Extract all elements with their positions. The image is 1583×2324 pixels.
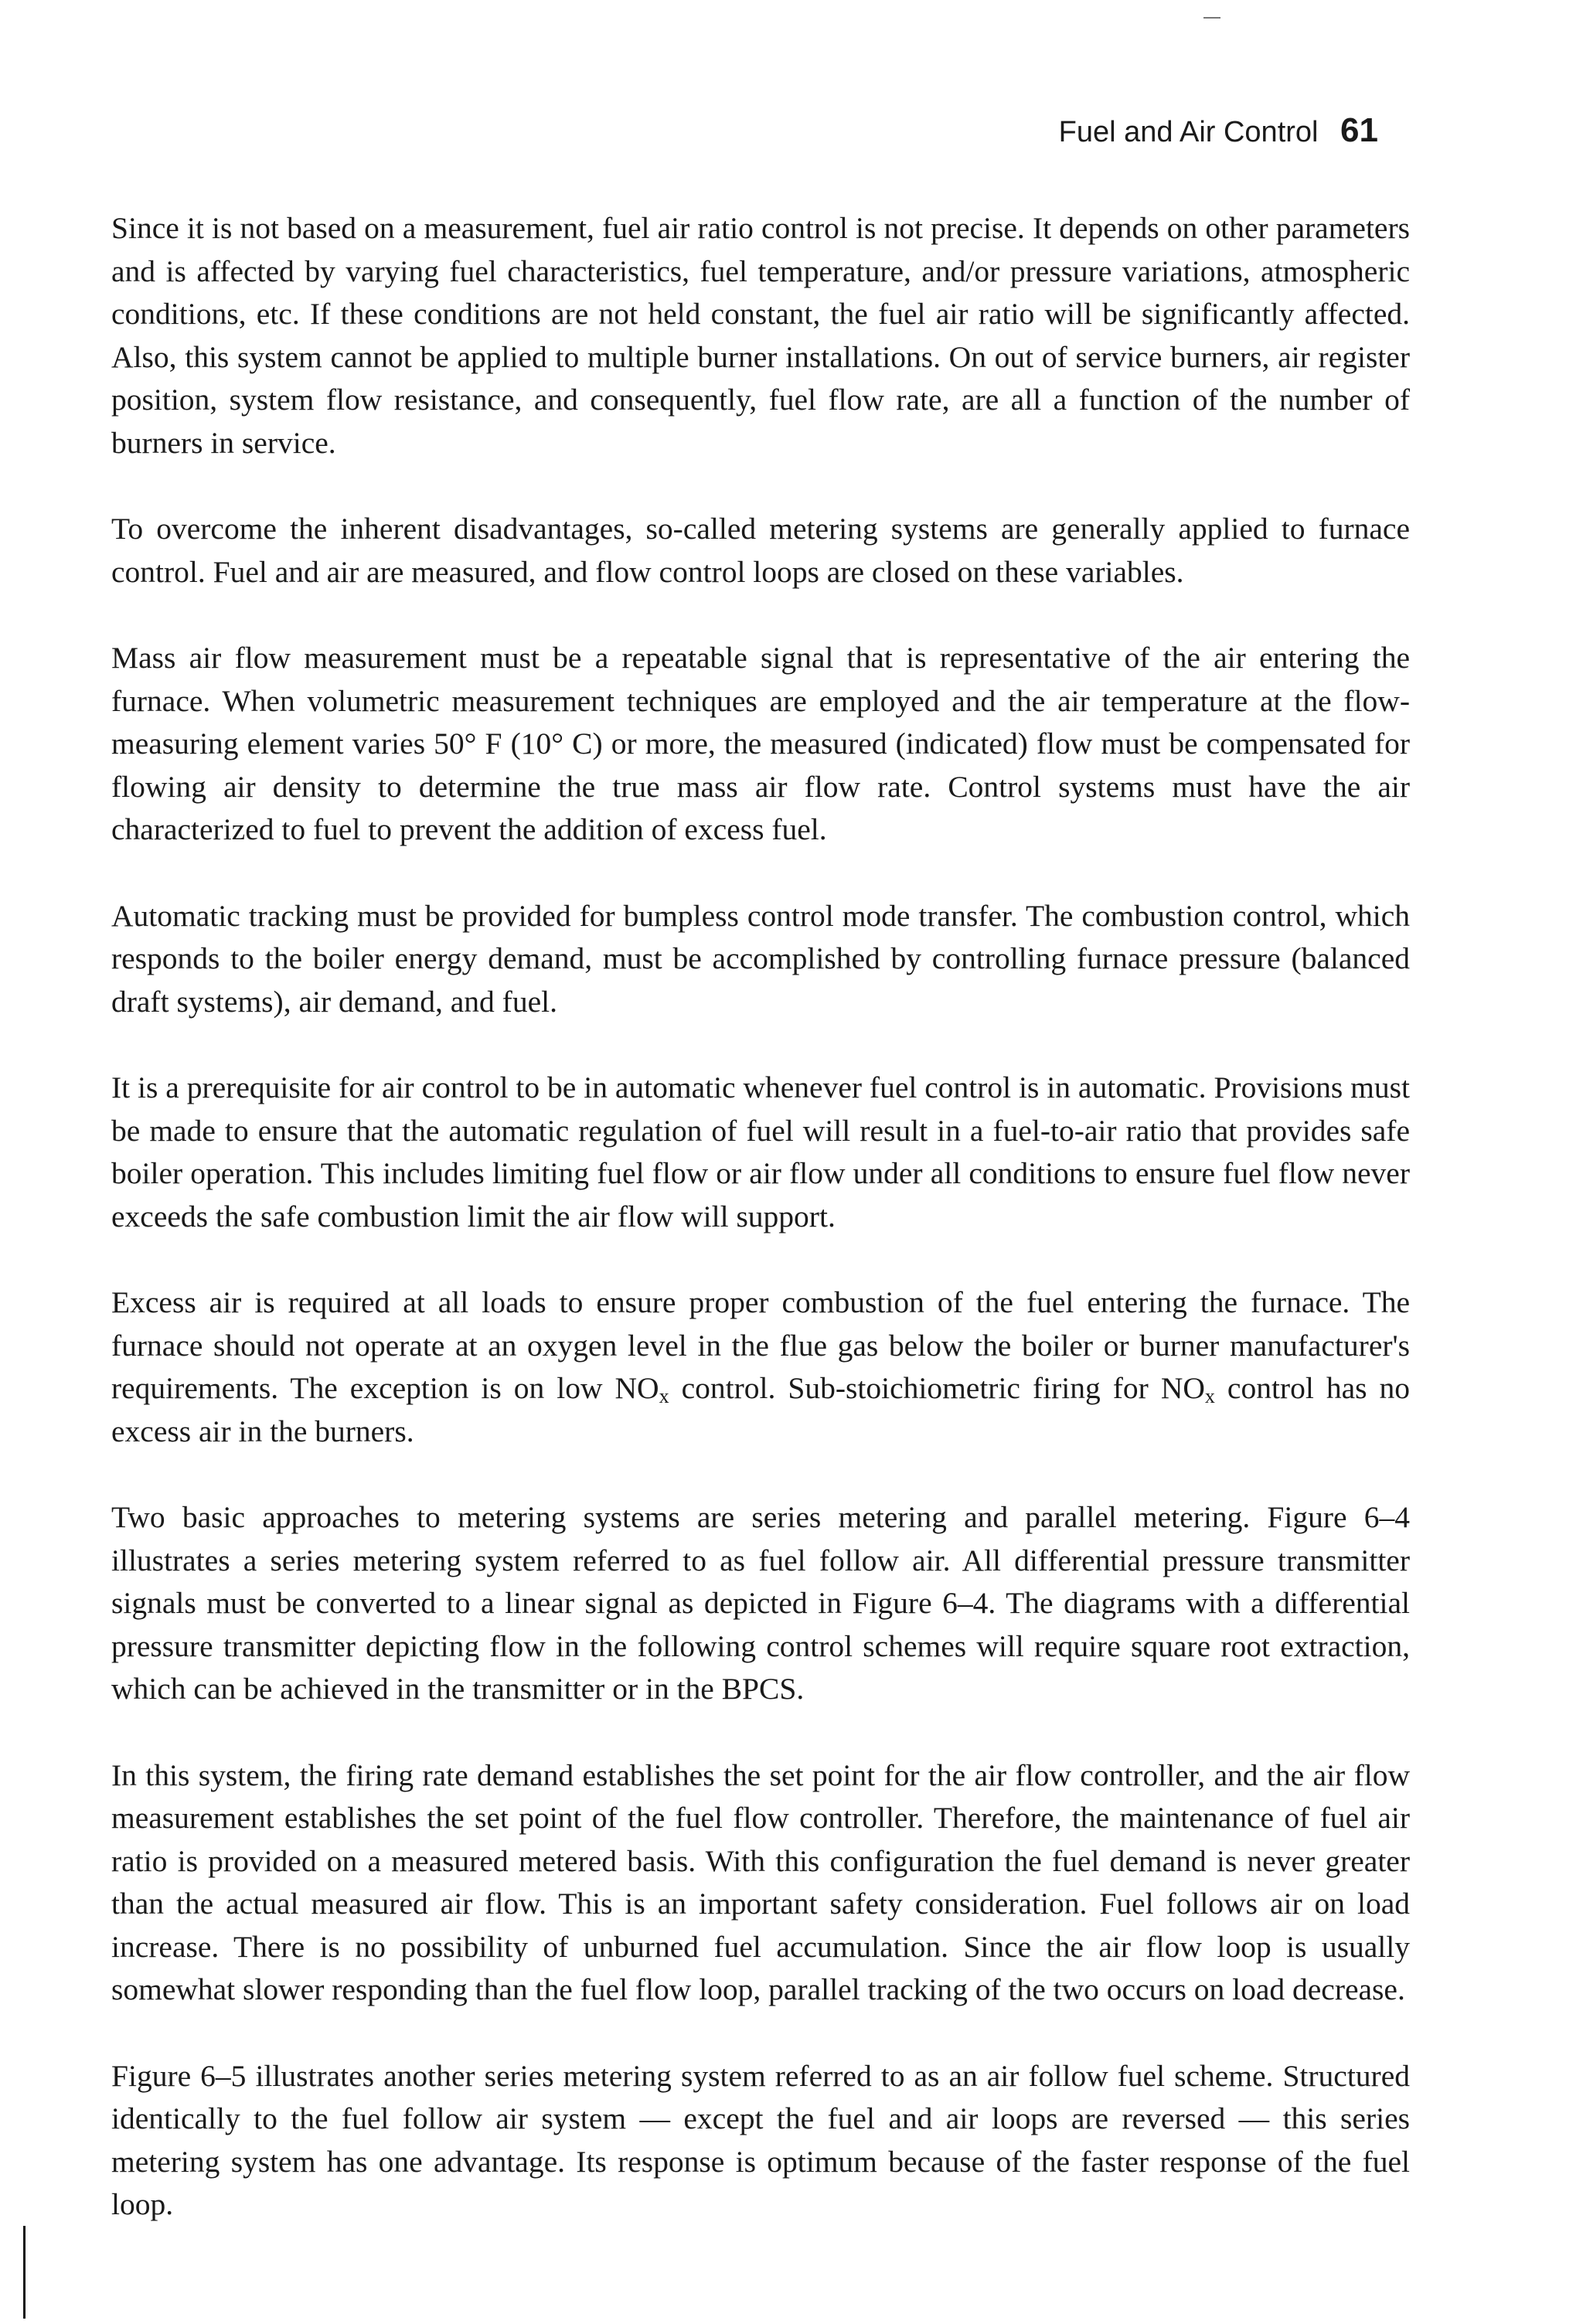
running-header xyxy=(1059,113,1378,150)
paragraph-4: Automatic tracking must be provided for bumpless control mode transfer. The combustion control, which responds to the boiler energy demand, must be accomplished by controlling furnace pressure (balanced draft systems), air demand, and fuel. xyxy=(111,898,1410,1019)
paragraph-6-part-c: control has no excess air in the burners. xyxy=(111,1371,1410,1448)
paragraph-8: In this system, the firing rate demand establishes the set point for the air flow controller, and the air flow measurement establishes the set point of the fuel flow controller. Therefore, the maintenance of fuel air ratio is provided on a measured metered basis. With this configuration the fuel demand is never greater than the actual measured air flow. This is an important safety consideration. Fuel follows air on load increase. There is no possibility of unburned fuel accumulation. Since the air flow loop is usually somewhat slower responding than the fuel flow loop, parallel tracking of the two occurs on load decrease. xyxy=(111,1757,1410,2006)
paragraph-9: Figure 6–5 illustrates another series metering system referred to as an air follow fuel scheme. Structured identically to the fuel follow air system — except the fuel and air loops are reversed — this series metering system has one advantage. Its response is optimum because of the faster response of the fuel loop. xyxy=(111,2058,1410,2221)
paragraph-6 xyxy=(111,1281,1410,1453)
paragraph-1: Since it is not based on a measurement, fuel air ratio control is not precise. It depends on other parameters and is affected by varying fuel characteristics, fuel temperature, and/or pressure variations, atmospheric conditions, etc. If these conditions are not held constant, the fuel air ratio will be significantly affected. Also, this system cannot be applied to multiple burner installations. On out of service burners, air register position, system flow resistance, and consequently, fuel flow rate, are all a function of the number of burners in service. xyxy=(111,211,1410,460)
paragraph-3: Mass air flow measurement must be a repeatable signal that is representative of the air entering the furnace. When volumetric measurement techniques are employed and the air temperature at the flow-measuring element varies 50° F (10° C) or more, the measured (indicated) flow must be compensated for flowing air density to determine the true mass air flow rate. Control systems must have the air characterized to fuel to prevent the addition of excess fuel. xyxy=(111,641,1410,846)
page-number: 61 xyxy=(1340,111,1378,149)
paragraph-6-part-a: Excess air is required at all loads to ensure proper combustion of the fuel entering the furnace. The furnace should not operate at an oxygen level in the flue gas below the boiler or burner manufacturer's requirements. The exception is on low NO xyxy=(111,1285,1410,1405)
paragraph-5: It is a prerequisite for air control to be in automatic whenever fuel control is in automatic. Provisions must be made to ensure that the automatic regulation of fuel will result in a fuel-to-air ratio that provides safe boiler operation. This includes limiting fuel flow or air flow under all conditions to ensure fuel flow never exceeds the safe combustion limit the air flow will support. xyxy=(111,1070,1410,1233)
paragraph-2: To overcome the inherent disadvantages, so-called metering systems are generally applied to furnace control. Fuel and air are measured, and flow control loops are closed on these variables. xyxy=(111,512,1410,589)
nox-subscript: x xyxy=(659,1385,669,1407)
paragraph-6-part-b: control. Sub-stoichiometric firing for NO xyxy=(669,1371,1205,1405)
paragraph-7: Two basic approaches to metering systems are series metering and parallel metering. Figure 6–4 illustrates a series metering system referred to as fuel follow air. All differential pressure transmitter signals must be converted to a linear signal as depicted in Figure 6–4. The diagrams with a differential pressure transmitter depicting flow in the following control schemes will require square root extraction, which can be achieved in the transmitter or in the BPCS. xyxy=(111,1500,1410,1706)
running-title: Fuel and Air Control xyxy=(1058,116,1319,148)
nox-subscript: x xyxy=(1204,1385,1215,1407)
top-margin-mark xyxy=(1203,17,1220,19)
margin-scan-mark xyxy=(23,2226,26,2319)
body-text xyxy=(111,207,1410,2270)
